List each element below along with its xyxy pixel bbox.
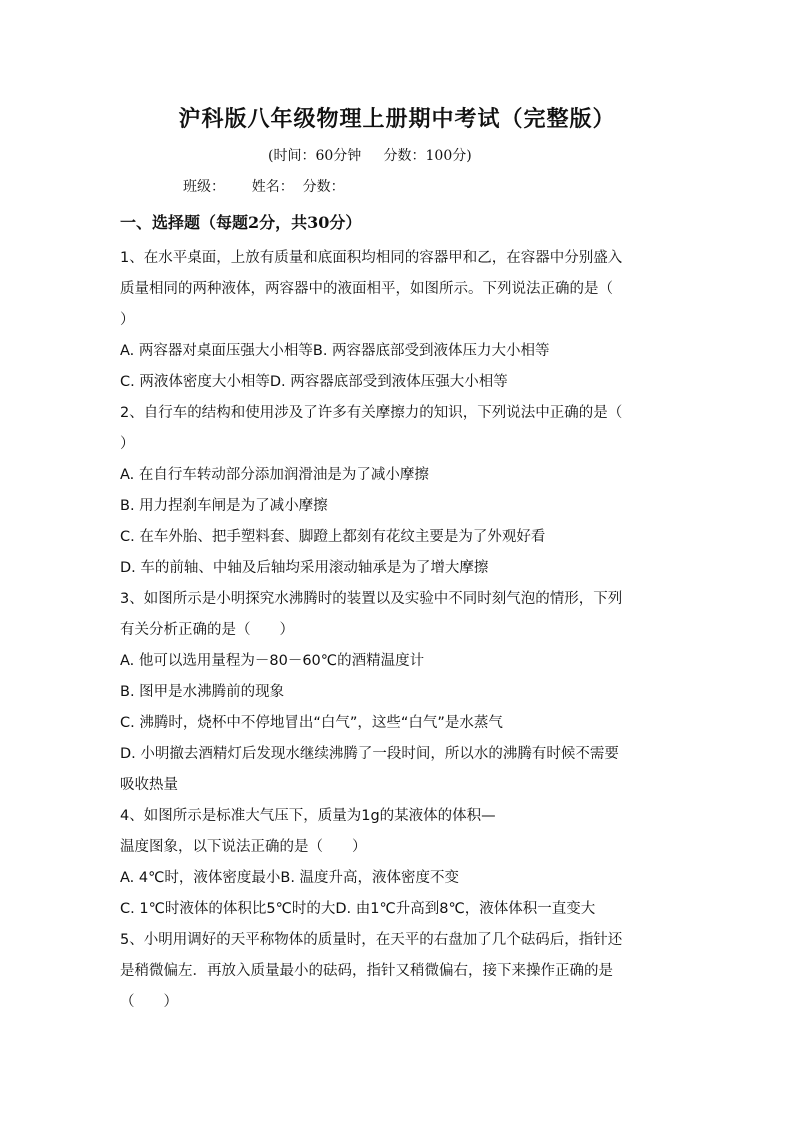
page-title: 沪科版八年级物理上册期中考试（完整版） [178,106,616,132]
question-text-line: A. 在自行车转动部分添加润滑油是为了减小摩擦 [120,467,429,483]
question-text-line: C. 两液体密度大小相等D. 两容器底部受到液体压强大小相等 [120,374,508,390]
question-text-line: D. 小明撤去酒精灯后发现水继续沸腾了一段时间，所以水的沸腾有时候不需要 [120,746,619,762]
question-text-line: B. 用力捏刹车闸是为了减小摩擦 [120,498,328,514]
question-text-line: 质量相同的两种液体，两容器中的液面相平，如图所示。下列说法正确的是（ [120,281,613,297]
question-text-line: C. 1℃时液体的体积比5℃时的大D. 由1℃升高到8℃，液体体积一直变大 [120,901,596,917]
question-text-line: B. 图甲是水沸腾前的现象 [120,684,285,700]
question-text-line: （ ） [120,994,178,1010]
question-text-line: D. 车的前轴、中轴及后轴均采用滚动轴承是为了增大摩擦 [120,560,489,576]
question-text-line: ） [120,312,135,328]
question-text-line: 2、自行车的结构和使用涉及了许多有关摩擦力的知识，下列说法中正确的是（ [120,405,623,421]
student-info-line: 班级： 姓名： 分数： [183,179,345,195]
question-text-line: 吸收热量 [120,777,178,793]
question-text-line: 4、如图所示是标准大气压下，质量为1g的某液体的体积— [120,808,496,824]
question-text-line: C. 在车外胎、把手塑料套、脚蹬上都刻有花纹主要是为了外观好看 [120,529,546,545]
question-text-line: 3、如图所示是小明探究水沸腾时的装置以及实验中不同时刻气泡的情形，下列 [120,591,623,607]
question-text-line: 是稍微偏左．再放入质量最小的砝码，指针又稍微偏右，接下来操作正确的是 [120,963,613,979]
question-text-line: A. 4℃时，液体密度最小B. 温度升高，液体密度不变 [120,870,460,886]
question-text-line: 1、在水平桌面，上放有质量和底面积均相同的容器甲和乙，在容器中分别盛入 [120,250,623,266]
question-text-line: 5、小明用调好的天平称物体的质量时，在天平的右盘加了几个砝码后，指针还 [120,932,623,948]
questions-body [120,243,676,1018]
section-heading: 一、选择题（每题2分，共30分） [120,213,362,232]
question-text-line: A. 两容器对桌面压强大小相等B. 两容器底部受到液体压力大小相等 [120,343,550,359]
question-text-line: 温度图象，以下说法正确的是（ ） [120,839,367,855]
exam-time-score: (时间：60分钟 分数：100分) [268,148,472,164]
question-text-line: ） [120,436,135,452]
question-text-line: A. 他可以选用量程为－80－60℃的酒精温度计 [120,653,425,669]
question-text-line: C. 沸腾时，烧杯中不停地冒出“白气”，这些“白气”是水蒸气 [120,715,503,731]
question-text-line: 有关分析正确的是（ ） [120,622,294,638]
